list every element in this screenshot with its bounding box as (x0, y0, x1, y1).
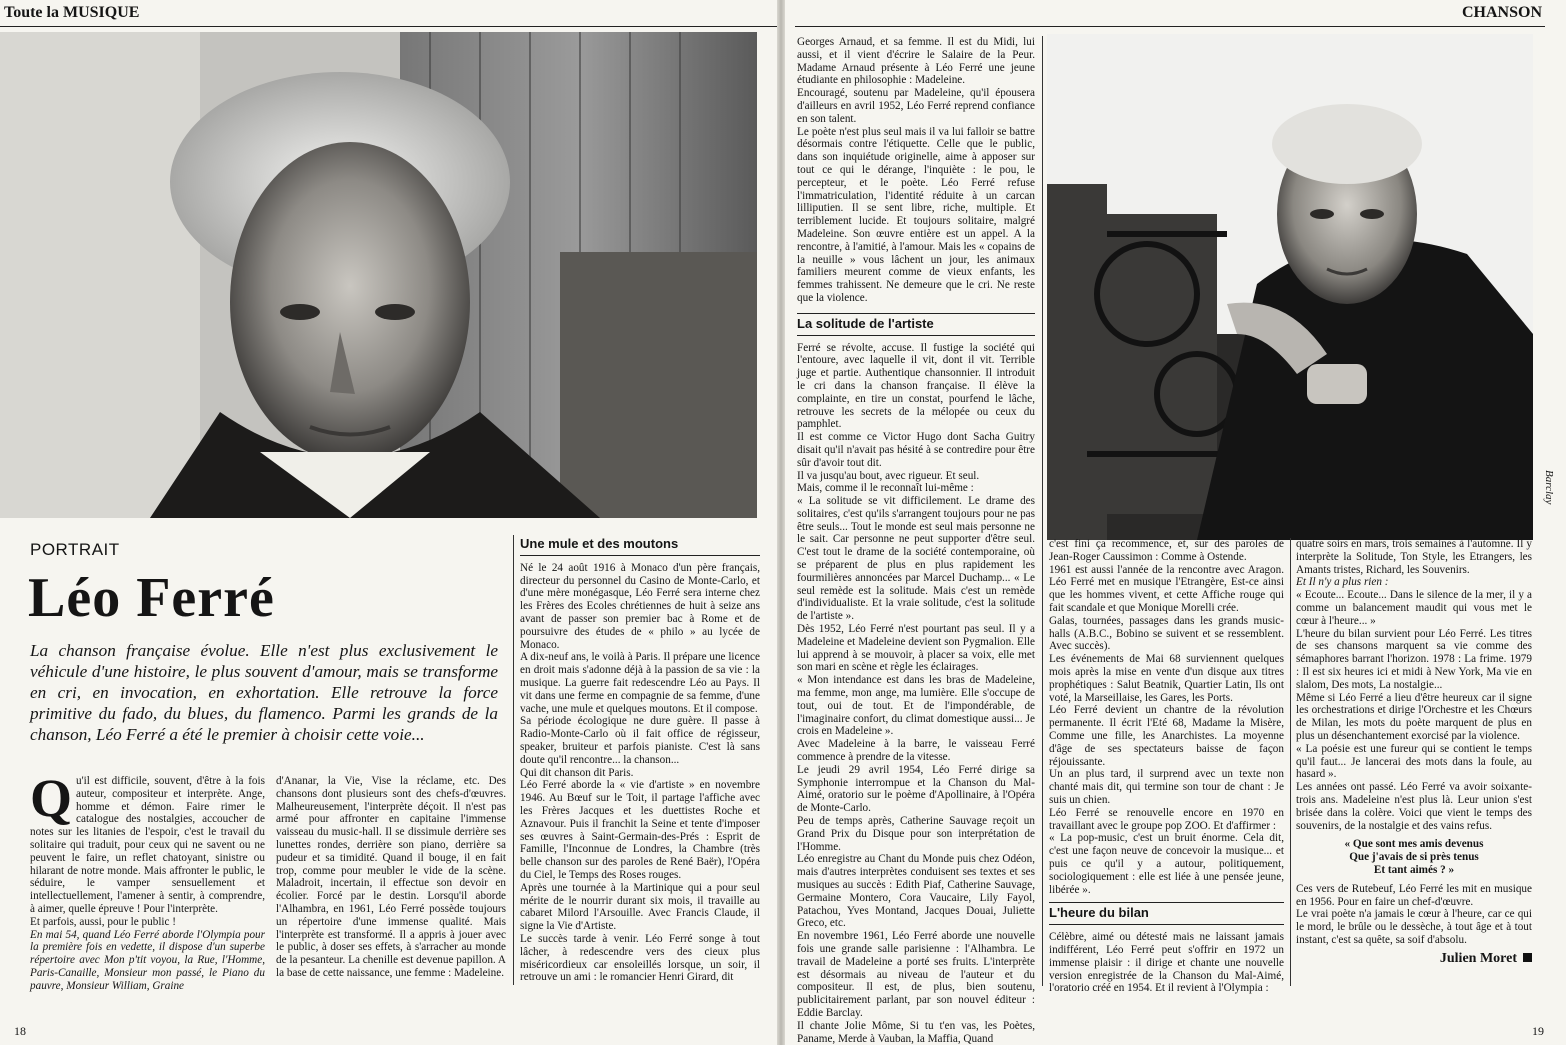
photo-credit: Barclay (1543, 470, 1555, 505)
col6-para-1: quatre soirs en mars, trois semaines à l'automne. Il y interprète la Solitude, Ton Style, les Etrangers, les Amants tristes, Richard, les Souvenirs. (1296, 538, 1532, 576)
col4-para-4: Ferré se révolte, accuse. Il fustige la société qui l'entoure, avec laquelle il vit, dont il vit. Terrible juge et partie. Authentique chansonnier. Il introduit le cri dans la chanson française. Il élève la complainte, en tire un constat, pourfend le lâche, retrouve les secrets de la mélopée ou ceux du pamphlet. (797, 341, 1035, 431)
col4-para-5: Il est comme ce Victor Hugo dont Sacha Guitry disait qu'il n'avait pas hésité à se contredire pour être sûr d'avoir tout dit. (797, 431, 1035, 469)
col3-para-7: Le succès tarde à venir. Léo Ferré songe à tout lâcher, à redescendre vers des cieux plus miséricordieux car ensoleillés lorsque, un soir, il retrouve un ami : le romancier Henri Girard, dit (520, 932, 760, 984)
col4-para-11: Avec Madeleine à la barre, le vaisseau Ferré commence à prendre de la vitesse. (797, 738, 1035, 764)
col5-para-8: « La pop-music, c'est un bruit énorme. Cela dit, c'est une façon neuve de concevoir la musique... et puis ce qu'il y a autour, politiquement, sociologiquement : elle est liée à une pensée jeune, libérée ». (1049, 832, 1284, 896)
col4-para-16: Il chante Jolie Môme, Si tu t'en vas, les Poètes, Paname, Merde à Vauban, la Maffia, Quand (797, 1019, 1035, 1045)
col4-para-13: Peu de temps après, Catherine Sauvage reçoit un Grand Prix du Disque pour son interprétation de l'Homme. (797, 815, 1035, 853)
col4-para-7: Mais, comme il le reconnaît lui-même : (797, 482, 974, 495)
header-rule-left (0, 26, 777, 27)
article-intro: La chanson française évolue. Elle n'est plus exclusivement le véhicule d'une histoire, le plus souvent d'amour, mais se transforme en cri, en invocation, en exhortation. Elle retrouve la force primitive du fado, du blues, du flamenco. Parmi les grands de la chanson, Léo Ferré a été le premier à choisir cette voie... (30, 641, 498, 744)
portrait-photo-right (1047, 34, 1533, 540)
col3-para-4: Qui dit chanson dit Paris. (520, 766, 634, 779)
body-column-5 (1049, 538, 1284, 995)
col3-para-6: Après une tournée à la Martinique qui a pour seul mérite de le nourrir durant six mois, il travaille au cabaret Milord l'Arsouille. Avec Francis Claude, il signe la Vie d'Artiste. (520, 881, 760, 933)
page-number-left: 18 (14, 1024, 26, 1038)
col6-para-5: Même si Léo Ferré a lieu d'être heureux car il signe les orchestrations et dirige l'Orchestre et les Chœurs de Milan, les mots du poète marquent de plus en plus un désenchantement exorcisé par la violence. (1296, 691, 1532, 742)
col4-para-3: Le poète n'est plus seul mais il va lui falloir se battre désormais contre l'étiquette. Celle que le public, dans son inquiétude originelle, aime à apposer sur tout ce qui le dérange, l'inquiète : le pou, le percepteur, et le poète. Léo Ferré refuse l'immatriculation, l'identité réduite à un carcan lilliputien. Il se sent libre, riche, multiple. Et terriblement lucide. Et toujours solitaire, malgré Madeleine. Son œuvre entière est un appel. A la rencontre, à l'amitié, à l'amour. Mais les « copains de la neuille » vous lâchent un jour, les animaux familiers meurent comme de vieux enfants, les femmes trahissent. Ne demeure que le cri. Ne reste que la violence. (797, 125, 1035, 304)
running-header-right: CHANSON (1461, 4, 1542, 21)
col4-para-2: Encouragé, soutenu par Madeleine, qu'il épousera d'ailleurs en avril 1952, Léo Ferré reprend confiance en son talent. (797, 87, 1035, 125)
col5-para-3: Galas, tournées, passages dans les grands music-halls (A.B.C., Bobino se suivent et se ressemblent. Avec succès). (1049, 614, 1284, 653)
col4-para-8: « La solitude se vit difficilement. Le drame des solitaires, c'est qu'ils s'arrangent toujours pour ne pas être seuls... Tout le monde est seul mais personne ne le sait. Car personne ne peut supporter d'être seul. C'est tout le drame de la société contemporaine, où se préparent de plus en plus rapidement les fourmilières annoncées par Marcel Duchamp... « Le seul remède est la solitude. Mais c'est un remède d'individualiste. Et la vraie solitude, c'est la solitude de l'artiste ». (797, 495, 1035, 623)
col3-para-5: Léo Ferré aborde la « vie d'artiste » en novembre 1946. Au Bœuf sur le Toit, il partage l'affiche avec les Frères Jacques et les duettistes Roche et Aznavour. Puis il franchit la Seine et tente d'imposer ses œuvres à Saint-Germain-des-Prés : Esprit de Famille, l'Inconnue de Londres, la Chambre (très belle chanson sur des paroles de René Baër), l'Opéra du Ciel, le Temps des Roses rouges. (520, 779, 760, 881)
col4-para-14: Léo enregistre au Chant du Monde puis chez Odéon, mais d'autres interprètes conduisent ses textes et ses musiques au succès : Edith Piaf, Catherine Sauvage, Germaine Montero, Cora Vaucaire, Lily Fayol, Patachou, Yves Montand, Jacques Douai, Juliette Greco, etc. (797, 853, 1035, 930)
body-column-4 (797, 36, 1035, 1045)
col6-para-6: « La poésie est une fureur qui se contient le temps qu'il faut... Je lancerai des mots dans la foule, au hasard ». (1296, 742, 1532, 781)
header-rule-right (795, 26, 1545, 27)
running-header-left: Toute la MUSIQUE (4, 4, 140, 21)
subheading-solitude: La solitude de l'artiste (797, 313, 1035, 336)
subheading-bilan: L'heure du bilan (1049, 902, 1284, 925)
quote-line-2: Que j'avais de si près tenus (1349, 851, 1479, 864)
col4-para-12: Le jeudi 29 avril 1954, Léo Ferré dirige sa Symphonie interrompue et la Chanson du Mal-Aimé, oratorio sur le poème d'Apollinaire, à l'Opéra de Monte-Carlo. (797, 763, 1035, 815)
body-column-3 (520, 538, 760, 985)
quote-line-3: Et tant aimés ? » (1373, 863, 1455, 876)
right-page (785, 0, 1566, 1045)
col4-para-1: Georges Arnaud, et sa femme. Il est du Midi, lui aussi, et il vient d'écrire le Salaire de la Peur. Madame Arnaud présente à Léo Ferré une jeune étudiante en philosophie : Madeleine. (797, 36, 1035, 87)
col4-para-15: En novembre 1961, Léo Ferré aborde une nouvelle fois une grande salle parisienne : l'Alhambra. Le travail de Madeleine a porté ses fruits. L'interprète est désormais au niveau de l'auteur et du compositeur. Il est, de plus, bien soutenu, publicitairement parlant, par son nouvel éditeur : Eddie Barclay. (797, 930, 1035, 1019)
col4-para-6: Il va jusqu'au bout, avec rigueur. Et seul. (797, 469, 980, 482)
author-signature (1296, 950, 1532, 966)
page-number-right: 19 (1532, 1024, 1544, 1038)
col3-para-3: Sa période écologique ne dure guère. Il passe à Radio-Monte-Carlo où il fait office de régisseur, speaker, bruiteur et parfois pianiste. C'est là sans doute qu'il rencontre... la chanson... (520, 715, 760, 766)
col1-para-2: Et parfois, aussi, pour le public ! (30, 915, 177, 928)
article-title: Léo Ferré (28, 567, 275, 629)
col6-para-3: « Ecoute... Ecoute... Dans le silence de la mer, il y a comme un balancement maudit qui vous met le cœur à l'heure... » (1296, 589, 1532, 627)
left-page (0, 0, 777, 1045)
quote-line-1: « Que sont mes amis devenus (1344, 838, 1484, 851)
col5-para-1: c'est fini ça recommence, et, sur des paroles de Jean-Roger Caussimon : Comme à Ostende. (1049, 538, 1284, 563)
body-column-6 (1296, 538, 1532, 986)
column-rule-right (1042, 36, 1043, 986)
author-name: Julien Moret (1439, 950, 1517, 966)
subheading-mule: Une mule et des moutons (520, 538, 760, 556)
col2-para-1: d'Ananar, la Vie, Vise la réclame, etc. Des chansons dont plusieurs sont des chefs-d'œuvres. Malheureusement, l'interprète déçoit. Il n'est pas armé pour affronter en capitaine l'immense vaisseau du music-hall. Il se dissimule derrière ses lunettes rondes, derrière son piano, derrière sa pudeur et sa timidité. Quand il bouge, il en fait trop, comme pour meubler le vide de la scène. Maladroit, incertain, il effectue son devoir en écolier. Forcé par le destin. Lorsqu'il aborde l'Alhambra, en 1961, Léo Ferré possède toujours un répertoire d'une immense qualité. Mais l'interprète est transformé. Il a appris à jouer avec le public, à doser ses effets, à s'arracher au monde de la pesanteur. La chenille est devenue papillon. A la base de cette naissance, une femme : Madeleine. (276, 775, 506, 979)
col6-para-7: Les années ont passé. Léo Ferré va avoir soixante-trois ans. Madeleine n'est plus là. Leur union s'est brisée dans la colère. Voici que vient le temps des souvenirs, de la nostalgie et des vains refus. (1296, 781, 1532, 832)
col6-para-8: Ces vers de Rutebeuf, Léo Ferré les mit en musique en 1956. Pour en faire un chef-d'œuvre. (1296, 882, 1532, 908)
col5-para-6: Un an plus tard, il surprend avec un texte non chanté mais dit, qui termine son tour de chant : Je suis un chien. (1049, 768, 1284, 806)
portrait-photo-left (0, 32, 757, 518)
body-column-2 (276, 775, 506, 985)
col5-para-2: 1961 est aussi l'année de la rencontre avec Aragon. Léo Ferré met en musique l'Etrangère, Est-ce ainsi que les hommes vivent, et cette Affiche rouge qui fait scandale et que Monique Morelli crée. (1049, 563, 1284, 614)
col6-para-2: Et Il n'y a plus rien : (1296, 576, 1389, 589)
col4-para-9: Dès 1952, Léo Ferré n'est pourtant pas seul. Il y a Madeleine et Madeleine devient son Pygmalion. Elle lui apprend à se mouvoir, à placer sa voix, elle met son mari en scène et règle les éclairages. (797, 623, 1035, 674)
col5-para-5: Léo Ferré devient un chantre de la révolution permanente. Il écrit l'Eté 68, Madame la Misère, Comme une fille, les Anarchistes. La moyenne d'âge de ses spectateurs baisse de façon réjouissante. (1049, 704, 1284, 768)
rutebeuf-quote (1296, 838, 1532, 876)
col5-para-4: Les événements de Mai 68 surviennent quelques mois après la mise en vente d'un disque aux titres prophétiques : Salut Beatnik, Quartier Latin, Ils ont voté, la Marseillaise, les Gares, les Ports. (1049, 653, 1284, 704)
drop-cap: Q (30, 768, 73, 828)
col4-para-10: « Mon intendance est dans les bras de Madeleine, ma femme, mon ange, ma lumière. Elle s'occupe de tout, oui de tout. Et de l'impondérable, de l'imaginaire confort, du climat domestique aussi... Je crois en Madeleine ». (797, 674, 1035, 738)
end-mark-icon (1523, 953, 1532, 962)
col3-para-1: Né le 24 août 1916 à Monaco d'un père français, directeur du personnel du Casino de Monte-Carlo, et d'une mère monégasque, Léo Ferré sera interne chez les Frères des Ecoles chrétiennes de huit à seize ans avant de passer son premier bac à Rome et de poursuivre des études de « philo » au lycée de Monaco. (520, 561, 760, 651)
section-kicker: PORTRAIT (30, 540, 120, 559)
col3-para-2: A dix-neuf ans, le voilà à Paris. Il prépare une licence en droit mais s'adonne déjà à la passion de sa vie : la musique. La guerre fait redescendre Léo au Pays. Il vit dans une ferme en compagnie de sa femme, d'une vache, une mule et quelques moutons. Et il compose. (520, 651, 760, 715)
gutter (777, 0, 785, 1045)
col6-para-9: Le vrai poète n'a jamais le cœur à l'heure, car ce qui le mord, le brûle ou le dessèche, à tout âge et à tout instant, c'est sa quête, sa soif d'absolu. (1296, 908, 1532, 946)
column-rule-right-2 (1290, 538, 1291, 986)
col5-para-9: Célèbre, aimé ou détesté mais ne laissant jamais indifférent, Léo Ferré peut s'offrir en 1972 un immense plaisir : il dirige et chante une nouvelle version enregistrée de la Chanson du Mal-Aimé, l'oratorio créé en 1954. Et il revient à l'Olympia : (1049, 931, 1284, 995)
column-rule-left (513, 535, 514, 985)
col5-para-7: Léo Ferré se renouvelle encore en 1970 en travaillant avec le groupe pop ZOO. Et d'affirmer : (1049, 806, 1284, 832)
col6-para-4: L'heure du bilan survient pour Léo Ferré. Les titres de ses chansons marquent sa vie comme des sémaphores barrant l'horizon. 1978 : La frime. 1979 : Il est six heures ici et midi à New York, Ma vie en slalom, Des mots, La nostalgie... (1296, 627, 1532, 691)
col1-para-1: u'il est difficile, souvent, d'être à la fois auteur, compositeur et interprète. Ange, homme et démon. Faire rimer le catalogue des nostalgies, accoucher de notes sur les litanies de l'espoir, c'est le travail du solitaire qui traduit, pour ceux qui ne savent ou ne peuvent le faire, un reflet chatoyant, sinistre ou hilarant de notre monde. Mais affronter le public, le séduire, le vamper sensuellement et intellectuellement, l'amener à sentir, à comprendre, à aimer, quelle épreuve ! Pour l'interprète. (30, 775, 265, 915)
body-column-1 (30, 768, 265, 992)
col1-para-3: En mai 54, quand Léo Ferré aborde l'Olympia pour la première fois en vedette, il dispose d'un superbe répertoire avec Mon p'tit voyou, la Rue, l'Homme, Paris-Canaille, Monsieur mon passé, le Piano du pauvre, Monsieur William, Graine (30, 928, 265, 992)
